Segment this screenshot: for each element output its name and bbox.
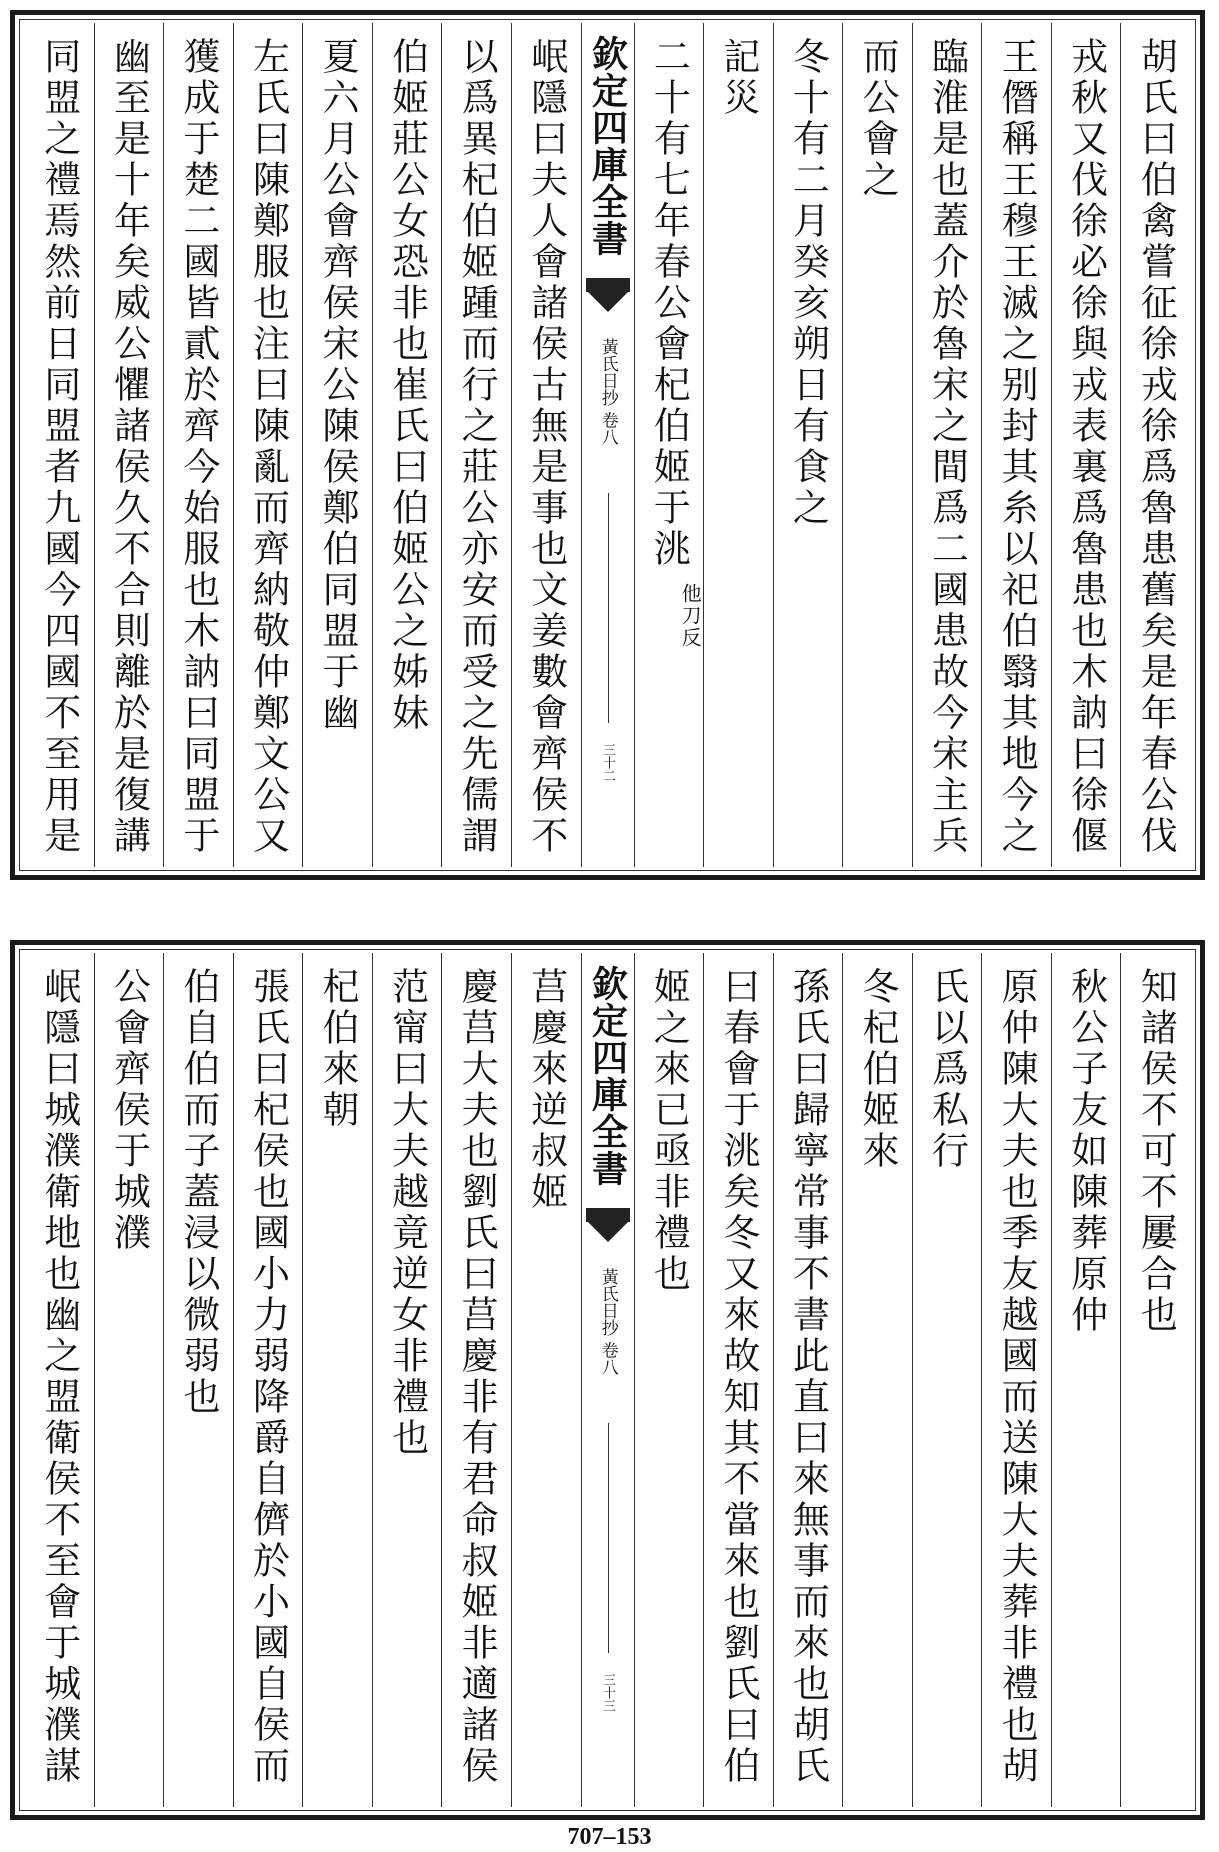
column-text: 冬十有二月癸亥朔日有食之	[786, 37, 830, 529]
column-text: 慶莒大夫也劉氏曰莒慶非有君命叔姬非適諸侯	[455, 967, 499, 1787]
column-text: 岷隱曰夫人會諸侯古無是事也文姜數會齊侯不	[524, 37, 568, 857]
column-text: 而公會之	[855, 37, 899, 201]
text-column	[163, 23, 233, 867]
column-text: 同盟之禮焉然前日同盟者九國今四國不至用是	[37, 37, 81, 857]
text-column	[773, 23, 843, 867]
column-text: 戎秋又伐徐必徐與戎表裏爲魯患也木訥曰徐偃	[1064, 37, 1108, 857]
text-column	[773, 953, 843, 1807]
spine-rule	[608, 1423, 609, 1653]
column-text: 冬杞伯姬來	[855, 967, 899, 1172]
column-text: 張氏曰杞侯也國小力弱降爵自儕於小國自侯而	[246, 967, 290, 1787]
book-title: 欽定四庫全書	[586, 965, 629, 1187]
text-column	[302, 23, 372, 867]
book-spine-column	[581, 953, 634, 1807]
column-text: 秋公子友如陳葬原仲	[1064, 967, 1108, 1336]
text-column	[842, 953, 912, 1807]
column-text: 伯自伯而子蓋浸以微弱也	[176, 967, 220, 1418]
text-column	[163, 953, 233, 1807]
folio-number: 三十二	[600, 743, 615, 782]
text-column	[981, 953, 1051, 1807]
column-text: 氏以爲私行	[925, 967, 969, 1172]
column-text: 岷隱曰城濮衛地也幽之盟衛侯不至會于城濮謀	[37, 967, 81, 1787]
text-column	[634, 23, 704, 867]
text-columns	[25, 23, 1190, 867]
lower-page-panel	[10, 940, 1205, 1820]
text-column	[302, 953, 372, 1807]
folio-number: 三十三	[600, 1673, 615, 1712]
column-text: 杞伯來朝	[316, 967, 360, 1131]
text-column	[233, 953, 303, 1807]
column-text: 原仲陳大夫也季友越國而送陳大夫葬非禮也胡	[995, 967, 1039, 1787]
column-text: 以爲異杞伯姬踵而行之莊公亦安而受之先儒謂	[455, 37, 499, 857]
column-text: 記災	[716, 37, 760, 119]
text-column	[1120, 23, 1190, 867]
text-column	[441, 953, 511, 1807]
column-text: 夏六月公會齊侯宋公陳侯鄭伯同盟于幽	[316, 37, 360, 734]
column-text: 獲成于楚二國皆貳於齊今始服也木訥曰同盟于	[176, 37, 220, 857]
text-column	[372, 953, 442, 1807]
upper-page-panel	[10, 10, 1205, 880]
book-title: 欽定四庫全書	[586, 35, 629, 257]
text-column	[372, 23, 442, 867]
text-column	[842, 23, 912, 867]
column-text: 曰春會于洮矣冬又來故知其不當來也劉氏曰伯	[716, 967, 760, 1787]
fish-tail-ornament-icon	[586, 278, 630, 318]
text-column	[912, 23, 982, 867]
text-column	[912, 953, 982, 1807]
text-column	[634, 953, 704, 1807]
text-column	[511, 953, 581, 1807]
page-number: 707–153	[567, 1824, 652, 1850]
text-column	[703, 23, 773, 867]
column-text: 伯姬莊公女恐非也崔氏曰伯姬公之姊妹	[385, 37, 429, 734]
text-column	[441, 23, 511, 867]
column-text: 二十有七年春公會杞伯姬于洮	[647, 37, 691, 570]
volume-label: 黃氏日抄 卷八	[597, 1268, 618, 1376]
text-column	[1051, 23, 1121, 867]
text-column	[25, 953, 94, 1807]
text-column	[25, 23, 94, 867]
text-column	[94, 953, 164, 1807]
column-text: 公會齊侯于城濮	[107, 967, 151, 1254]
column-text: 知諸侯不可不屢合也	[1134, 967, 1178, 1336]
column-text: 臨淮是也蓋介於魯宋之間爲二國患故今宋主兵	[925, 37, 969, 857]
text-column	[1051, 953, 1121, 1807]
text-columns	[25, 953, 1190, 1807]
column-text: 莒慶來逆叔姬	[524, 967, 568, 1213]
text-column	[94, 23, 164, 867]
fish-tail-ornament-icon	[586, 1208, 630, 1248]
spine-rule	[608, 493, 609, 723]
text-column	[703, 953, 773, 1807]
column-text: 胡氏曰伯禽嘗征徐戎徐爲魯患舊矣是年春公伐	[1134, 37, 1178, 857]
column-text: 范甯曰大夫越竟逆女非禮也	[385, 967, 429, 1459]
text-column	[1120, 953, 1190, 1807]
pronunciation-note: 他刀反	[678, 583, 703, 649]
column-text: 王僭稱王穆王滅之别封其糸以祀伯翳其地今之	[995, 37, 1039, 857]
column-text: 孫氏曰歸寧常事不書此直曰來無事而來也胡氏	[786, 967, 830, 1787]
volume-label: 黃氏日抄 卷八	[597, 338, 618, 446]
text-column	[233, 23, 303, 867]
column-text: 幽至是十年矣威公懼諸侯久不合則離於是復講	[107, 37, 151, 857]
text-column	[511, 23, 581, 867]
book-spine-column	[581, 23, 634, 867]
text-column	[981, 23, 1051, 867]
column-text: 左氏曰陳鄭服也注曰陳亂而齊納敬仲鄭文公又	[246, 37, 290, 857]
column-text: 姬之來已亟非禮也	[647, 967, 691, 1295]
